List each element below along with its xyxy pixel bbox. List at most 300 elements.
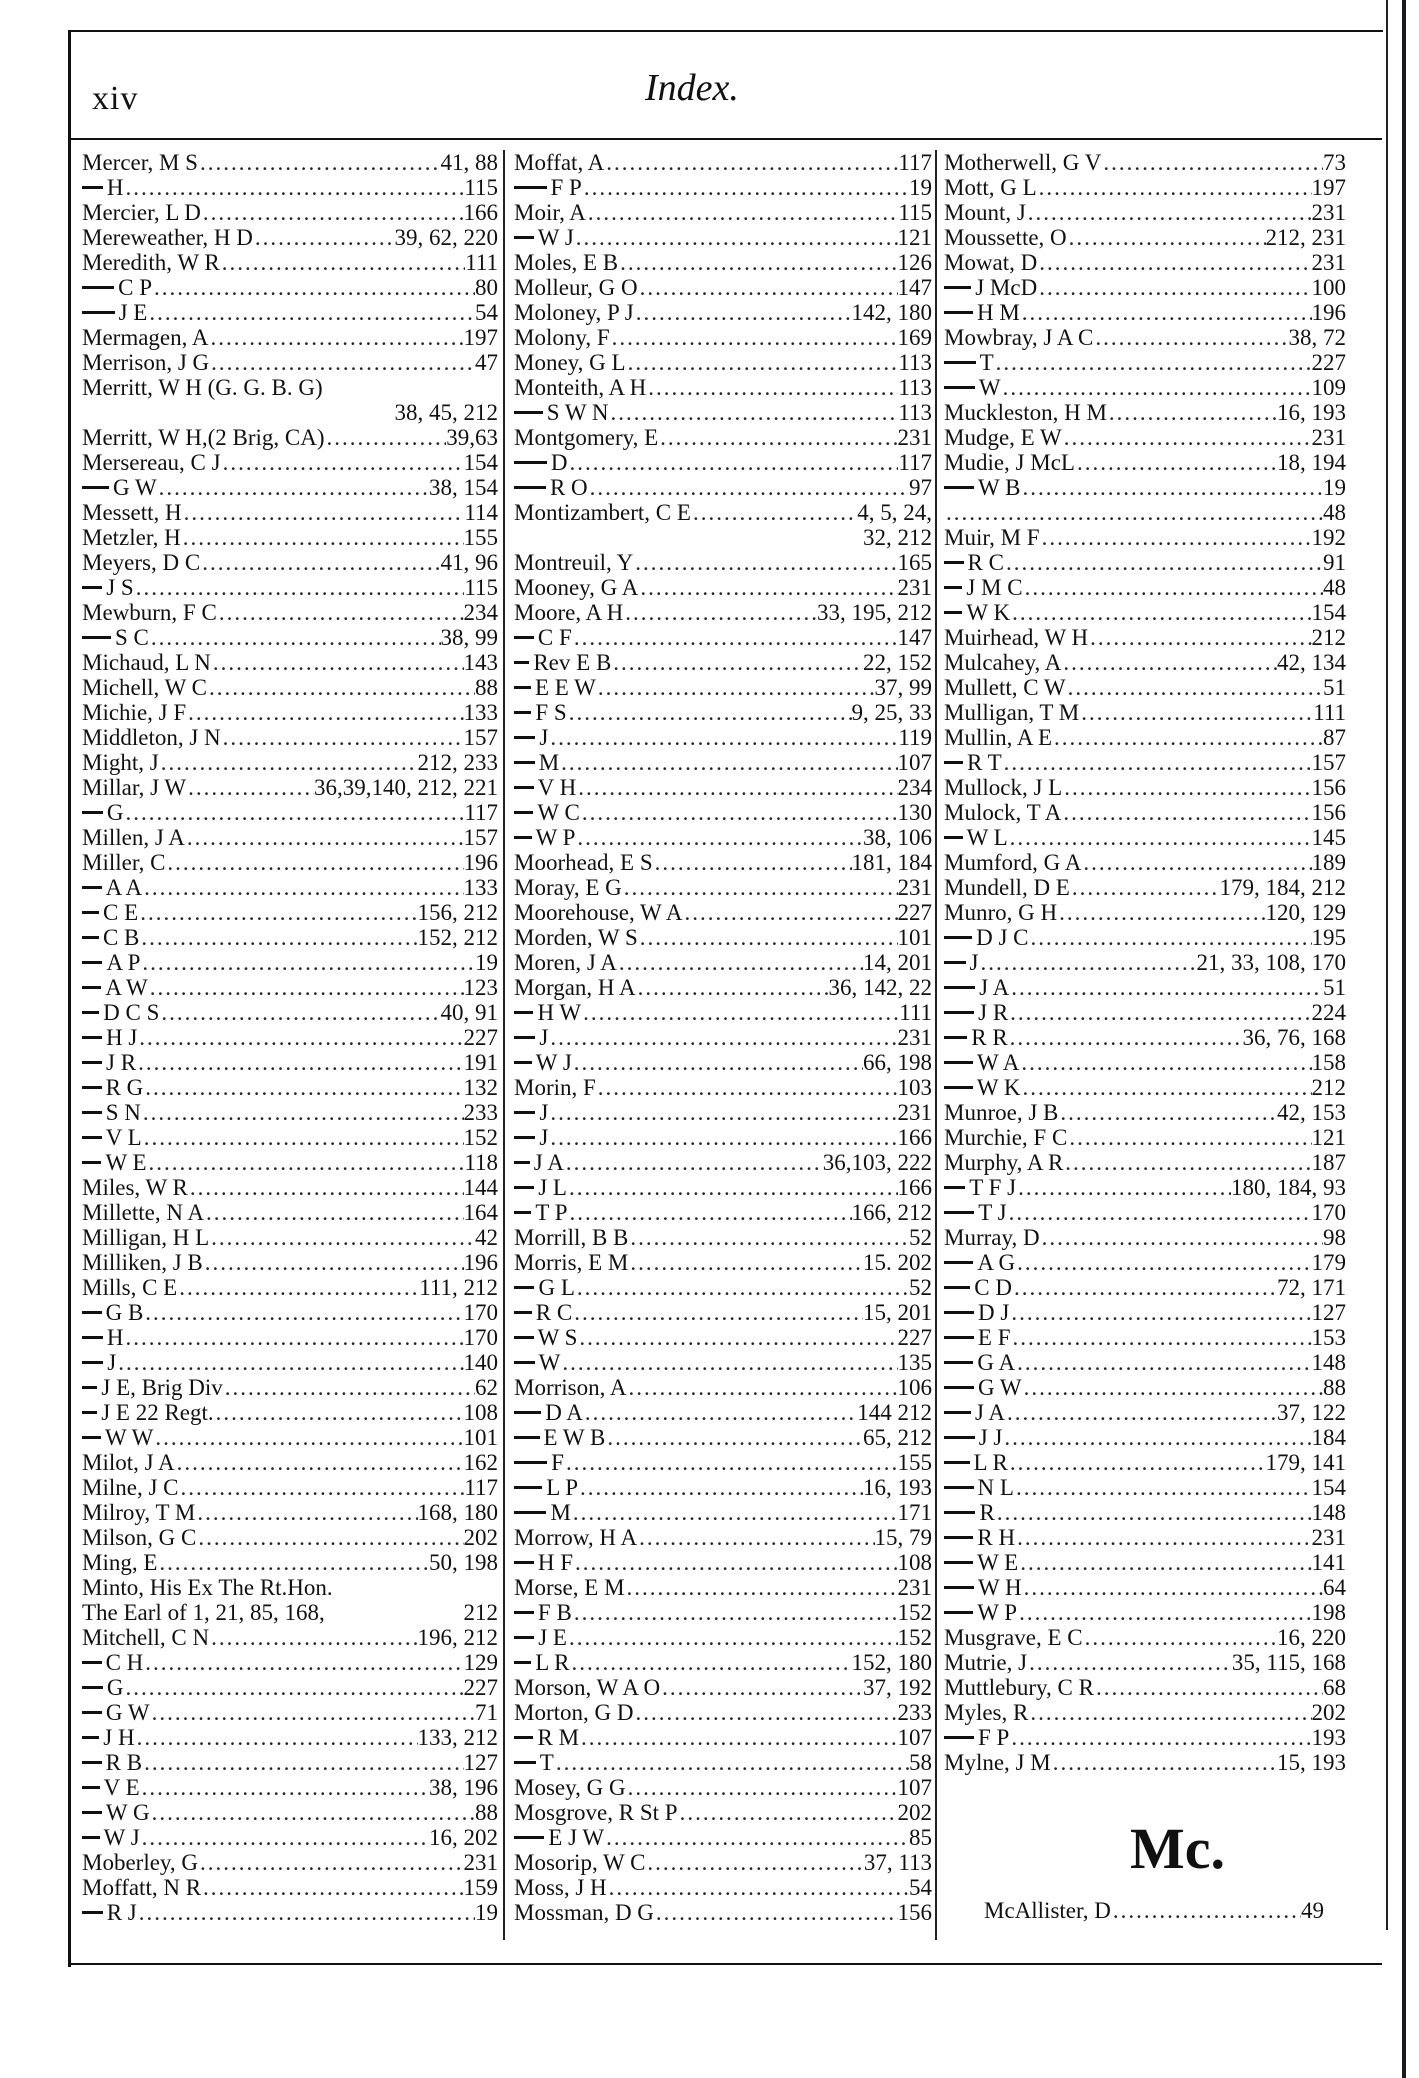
- entry-name: L P: [546, 1475, 579, 1500]
- entry-name: W P: [535, 825, 576, 850]
- ditto-dash: [514, 1111, 535, 1114]
- leader-dots: [586, 200, 898, 225]
- entry-pages: 144 212: [857, 1400, 932, 1425]
- entry-name: C B: [102, 925, 140, 950]
- index-entry: [944, 300, 1346, 325]
- entry-name: W J: [537, 225, 574, 250]
- index-entry: [944, 275, 1346, 300]
- column-separator: [503, 150, 505, 1940]
- index-entry: [514, 1250, 932, 1275]
- leader-dots: [188, 1175, 464, 1200]
- leader-dots: [575, 825, 863, 850]
- entry-pages: 152: [897, 1625, 932, 1650]
- entry-pages: 19: [475, 950, 498, 975]
- entry-pages: 48: [1323, 500, 1346, 525]
- index-entry: [82, 325, 498, 350]
- entry-pages: 42, 134: [1277, 650, 1346, 675]
- leader-dots: [142, 1125, 464, 1150]
- leader-dots: [1040, 1225, 1323, 1250]
- index-entry: [82, 1600, 498, 1625]
- entry-name: A G: [977, 1250, 1016, 1275]
- ditto-dash: [944, 1361, 973, 1364]
- index-entry: [514, 325, 932, 350]
- leader-dots: [1002, 750, 1312, 775]
- entry-name: E J W: [548, 1825, 605, 1850]
- leader-dots: [152, 275, 475, 300]
- leader-dots: [646, 375, 898, 400]
- entry-name: C D: [974, 1275, 1012, 1300]
- leader-dots: [141, 1100, 464, 1125]
- ditto-dash: [944, 1186, 965, 1189]
- entry-pages: 142, 180: [851, 300, 932, 325]
- leader-dots: [611, 650, 863, 675]
- entry-pages: 97: [909, 475, 932, 500]
- index-entry: [944, 1100, 1346, 1125]
- ditto-dash: [82, 586, 102, 589]
- entry-pages: 191: [463, 1050, 498, 1075]
- leader-dots: [186, 775, 314, 800]
- leader-dots: [1019, 1050, 1311, 1075]
- index-entry: [944, 1325, 1346, 1350]
- index-entry: [944, 525, 1346, 550]
- leader-dots: [208, 325, 463, 350]
- index-entry: [944, 1150, 1346, 1175]
- index-entry: [514, 550, 932, 575]
- entry-pages: 42: [475, 1225, 498, 1250]
- leader-dots: [1008, 825, 1312, 850]
- index-entry: [514, 1200, 932, 1225]
- entry-pages: 58: [909, 1750, 932, 1775]
- index-entry: [514, 1475, 932, 1500]
- entry-pages: 152, 212: [417, 925, 498, 950]
- index-entry: [514, 825, 932, 850]
- entry-name: V L: [105, 1125, 142, 1150]
- index-entry: [514, 875, 932, 900]
- ditto-dash: [944, 1061, 973, 1064]
- index-entry: [514, 1275, 932, 1300]
- ditto-dash: [944, 561, 964, 564]
- entry-name: R C: [535, 1300, 573, 1325]
- leader-dots: [253, 225, 395, 250]
- index-entry: [944, 775, 1346, 800]
- entry-pages: 80: [475, 275, 498, 300]
- entry-name: J E, Brig Div: [101, 1375, 223, 1400]
- entry-name: Mullock, J L: [944, 775, 1063, 800]
- leader-dots: [201, 200, 464, 225]
- entry-pages: 154: [1311, 1475, 1346, 1500]
- entry-pages: 133, 212: [417, 1725, 498, 1750]
- entry-pages: 115: [464, 175, 498, 200]
- leader-dots: [567, 1175, 898, 1200]
- entry-name: Morrison, A: [514, 1375, 627, 1400]
- entry-pages: 133: [463, 875, 498, 900]
- leader-dots: [139, 925, 417, 950]
- leader-dots: [1075, 450, 1277, 475]
- leader-dots: [1001, 375, 1312, 400]
- leader-dots: [1063, 1150, 1311, 1175]
- index-entry: [514, 1550, 932, 1575]
- entry-name: J A: [533, 1150, 564, 1175]
- entry-name: Mumford, G A: [944, 850, 1082, 875]
- index-entry: [514, 1725, 932, 1750]
- entry-name: G: [106, 800, 124, 825]
- ditto-dash: [82, 1311, 102, 1314]
- index-entry: [514, 975, 932, 1000]
- entry-pages: 113: [898, 375, 932, 400]
- ditto-dash: [944, 486, 974, 489]
- leader-dots: [634, 300, 852, 325]
- leader-dots: [548, 1125, 897, 1150]
- entry-pages: 145: [1311, 825, 1346, 850]
- entry-name: E W B: [543, 1425, 606, 1450]
- index-entry: [514, 1500, 932, 1525]
- entry-pages: 196, 212: [417, 1625, 498, 1650]
- entry-name: Muirhead, W H: [944, 625, 1089, 650]
- entry-name: W E: [105, 1150, 147, 1175]
- entry-pages: 157: [463, 725, 498, 750]
- index-entry: [514, 1850, 932, 1875]
- entry-name: Millette, N A: [82, 1200, 205, 1225]
- leader-dots: [143, 1075, 463, 1100]
- entry-name: Murphy, A R: [944, 1150, 1064, 1175]
- entry-name: F P: [978, 1725, 1010, 1750]
- entry-name: Milligan, H L: [82, 1225, 210, 1250]
- entry-pages: 195: [1311, 925, 1346, 950]
- entry-name: Mulcahey, A: [944, 650, 1062, 675]
- leader-dots: [1020, 475, 1323, 500]
- entry-pages: 16, 202: [429, 1825, 498, 1850]
- entry-pages: 66, 198: [863, 1050, 932, 1075]
- leader-dots: [195, 1500, 417, 1525]
- leader-dots: [1007, 1200, 1312, 1225]
- entry-pages: 231: [897, 1100, 932, 1125]
- entry-pages: 64: [1323, 1575, 1346, 1600]
- index-entry: [514, 1400, 932, 1425]
- entry-pages: 108: [897, 1550, 932, 1575]
- index-entry: [944, 1625, 1346, 1650]
- entry-name: Mullin, A E: [944, 725, 1052, 750]
- index-entry: [514, 850, 932, 875]
- entry-pages: 38, 154: [429, 475, 498, 500]
- ditto-dash: [944, 1411, 971, 1414]
- leader-dots: [626, 350, 899, 375]
- leader-dots: [157, 475, 429, 500]
- leader-dots: [1022, 1375, 1323, 1400]
- entry-pages: 170: [463, 1300, 498, 1325]
- entry-pages: 140: [463, 1350, 498, 1375]
- entry-pages: 231: [1311, 250, 1346, 275]
- entry-name: Montgomery, E: [514, 425, 659, 450]
- index-entry: [514, 1150, 932, 1175]
- index-entry: [944, 600, 1346, 625]
- entry-pages: 165: [897, 550, 932, 575]
- entry-pages: 127: [463, 1750, 498, 1775]
- index-entry: [514, 1700, 932, 1725]
- index-entry: [514, 1675, 932, 1700]
- index-entry: [944, 250, 1346, 275]
- index-entry: [944, 1425, 1346, 1450]
- entry-name: F B: [537, 1600, 572, 1625]
- leader-dots: [143, 1300, 463, 1325]
- index-entry: [514, 425, 932, 450]
- ditto-dash: [82, 1386, 97, 1389]
- entry-pages: 50, 198: [429, 1550, 498, 1575]
- entry-name: R: [979, 1500, 995, 1525]
- entry-pages: 171: [897, 1500, 932, 1525]
- leader-dots: [1037, 275, 1311, 300]
- footer-rule: [70, 1963, 1382, 1965]
- entry-pages: 189: [1311, 850, 1346, 875]
- entry-name: Motherwell, G V: [944, 150, 1102, 175]
- entry-name: Mercier, L D: [82, 200, 201, 225]
- entry-name: L R: [535, 1650, 570, 1675]
- entry-name: G B: [105, 1300, 144, 1325]
- entry-name: J L: [538, 1175, 567, 1200]
- entry-pages: 231: [897, 425, 932, 450]
- entry-name: R T: [966, 750, 1002, 775]
- leader-dots: [123, 800, 464, 825]
- index-entry: [514, 1750, 932, 1775]
- leader-dots: [135, 1725, 418, 1750]
- leader-dots: [140, 950, 475, 975]
- leader-dots: [196, 1525, 463, 1550]
- entry-name: E E W: [535, 675, 596, 700]
- entry-pages: 15, 193: [1277, 1750, 1346, 1775]
- index-column-1: [82, 150, 498, 1935]
- leader-dots: [559, 750, 897, 775]
- entry-name: J H: [103, 1725, 135, 1750]
- index-entry: [82, 1725, 498, 1750]
- leader-dots: [1018, 1550, 1311, 1575]
- entry-name: Moren, J A: [514, 950, 617, 975]
- index-entry: [944, 475, 1346, 500]
- index-entry: [82, 725, 498, 750]
- index-entry: [82, 700, 498, 725]
- leader-dots: [580, 800, 898, 825]
- index-entry: [514, 1375, 932, 1400]
- entry-name: J McD: [975, 275, 1038, 300]
- entry-pages: 152, 180: [851, 1650, 932, 1675]
- entry-pages: 156, 212: [417, 900, 498, 925]
- entry-pages: 37, 122: [1277, 1400, 1346, 1425]
- entry-name: Money, G L: [514, 350, 626, 375]
- entry-name: Morrow, H A: [514, 1525, 638, 1550]
- ditto-dash: [514, 1561, 534, 1564]
- leader-dots: [1010, 600, 1311, 625]
- leader-dots: [1005, 1400, 1277, 1425]
- entry-name: Moir, A: [514, 200, 586, 225]
- index-entry: [514, 775, 932, 800]
- entry-pages: 118: [464, 1150, 498, 1175]
- entry-pages: 212: [463, 1600, 498, 1625]
- entry-pages: 38, 106: [863, 825, 932, 850]
- entry-name: Mercer, M S: [82, 150, 198, 175]
- entry-pages: 202: [897, 1800, 932, 1825]
- index-entry: [82, 900, 498, 925]
- entry-name: Merrison, J G: [82, 350, 210, 375]
- leader-dots: [625, 1575, 898, 1600]
- ditto-dash: [514, 1511, 546, 1514]
- entry-pages: 88: [475, 675, 498, 700]
- leader-dots: [134, 575, 465, 600]
- entry-pages: 166: [897, 1175, 932, 1200]
- leader-dots: [1008, 1025, 1243, 1050]
- index-entry: [82, 350, 498, 375]
- entry-name: J R: [106, 1050, 137, 1075]
- leader-dots: [175, 1450, 464, 1475]
- index-entry: [514, 1650, 932, 1675]
- index-entry: [82, 825, 498, 850]
- leader-dots: [223, 1375, 475, 1400]
- right-border: [1386, 0, 1388, 1930]
- entry-name: A A: [105, 875, 143, 900]
- entry-pages: 91: [1323, 550, 1346, 575]
- index-entry: [82, 1275, 498, 1300]
- leader-dots: [1016, 1175, 1231, 1200]
- entry-name: M: [550, 1500, 571, 1525]
- entry-name: N L: [977, 1475, 1014, 1500]
- index-entry: [944, 900, 1346, 925]
- entry-name: R C: [967, 550, 1004, 575]
- entry-pages: 38, 196: [429, 1775, 498, 1800]
- entry-name: Morris, E M: [514, 1250, 629, 1275]
- ditto-dash: [944, 1486, 974, 1489]
- entry-pages: 108: [463, 1400, 498, 1425]
- entry-pages: 130: [897, 800, 932, 825]
- entry-name: Milot, J A: [82, 1450, 175, 1475]
- index-entry: [82, 1625, 498, 1650]
- ditto-dash: [82, 986, 101, 989]
- index-entry: [82, 1750, 498, 1775]
- entry-pages: 179, 141: [1265, 1450, 1346, 1475]
- entry-name: R O: [549, 475, 588, 500]
- ditto-dash: [82, 936, 99, 939]
- leader-dots: [200, 550, 440, 575]
- entry-name: J S: [106, 575, 134, 600]
- ditto-dash: [82, 811, 103, 814]
- ditto-dash: [82, 311, 115, 314]
- leader-dots: [637, 1525, 874, 1550]
- entry-pages: 193: [1311, 1725, 1346, 1750]
- entry-pages: 197: [463, 325, 498, 350]
- ditto-dash: [944, 836, 963, 839]
- entry-name: J J: [978, 1425, 1003, 1450]
- ditto-dash: [514, 836, 532, 839]
- leader-dots: [1051, 1750, 1277, 1775]
- entry-name: G W: [113, 475, 157, 500]
- entry-pages: 87: [1323, 725, 1346, 750]
- leader-dots: [1028, 1700, 1311, 1725]
- index-column-2: [514, 150, 932, 1935]
- entry-pages: 115: [464, 575, 498, 600]
- entry-pages: 41, 88: [440, 150, 498, 175]
- leader-dots: [1012, 1275, 1277, 1300]
- entry-name: J: [539, 1100, 549, 1125]
- index-entry: [514, 575, 932, 600]
- index-entry: [82, 1300, 498, 1325]
- entry-name: H: [106, 175, 124, 200]
- index-entry: [82, 225, 498, 250]
- entry-pages: 166: [897, 1125, 932, 1150]
- index-entry: [944, 550, 1346, 575]
- ditto-dash: [82, 636, 111, 639]
- entry-name: Michell, W C: [82, 675, 208, 700]
- index-entry: [82, 500, 498, 525]
- ditto-dash: [514, 636, 534, 639]
- ditto-dash: [514, 711, 531, 714]
- entry-name: D: [550, 450, 568, 475]
- entry-name: J: [539, 1025, 549, 1050]
- index-entry: [514, 950, 932, 975]
- index-entry: [944, 1525, 1346, 1550]
- ditto-dash: [944, 1261, 973, 1264]
- entry-name: H J: [105, 1025, 138, 1050]
- entry-name: Muttlebury, C R: [944, 1675, 1094, 1700]
- index-entry: [82, 425, 498, 450]
- index-entry: [82, 1875, 498, 1900]
- entry-name: Minto, His Ex The Rt.Hon.: [82, 1575, 333, 1600]
- leader-dots: [165, 850, 463, 875]
- index-entry: [514, 625, 932, 650]
- leader-dots: [1040, 525, 1312, 550]
- entry-pages: 144: [463, 1175, 498, 1200]
- entry-pages: 71: [475, 1700, 498, 1725]
- entry-pages: 117: [898, 150, 932, 175]
- entry-pages: 19: [909, 175, 932, 200]
- index-entry: [944, 1650, 1346, 1675]
- entry-pages: 129: [463, 1650, 498, 1675]
- index-entry: [514, 725, 932, 750]
- entry-pages: 198: [1311, 1600, 1346, 1625]
- index-entry: [514, 1425, 932, 1450]
- index-entry: [944, 325, 1346, 350]
- leader-dots: [181, 525, 464, 550]
- leader-dots: [548, 1025, 897, 1050]
- index-entry: [944, 1125, 1346, 1150]
- ditto-dash: [514, 1436, 540, 1439]
- entry-name: V E: [103, 1775, 140, 1800]
- entry-pages: 52: [909, 1225, 932, 1250]
- ditto-dash: [514, 1186, 534, 1189]
- entry-pages: 196: [1311, 300, 1346, 325]
- entry-pages: 47: [475, 350, 498, 375]
- index-entry: [944, 1725, 1346, 1750]
- entry-name: W L: [966, 825, 1008, 850]
- leader-dots: [604, 1825, 909, 1850]
- index-entry: [944, 150, 1346, 175]
- index-entry: [514, 200, 932, 225]
- leader-dots: [1015, 1250, 1311, 1275]
- index-entry: [944, 750, 1346, 775]
- entry-pages: 54: [475, 300, 498, 325]
- entry-name: Messett, H: [82, 500, 182, 525]
- entry-pages: 148: [1311, 1350, 1346, 1375]
- entry-pages: 184: [1311, 1425, 1346, 1450]
- entry-name: Murchie, F C: [944, 1125, 1068, 1150]
- leader-dots: [633, 1700, 897, 1725]
- entry-name: H M: [976, 300, 1020, 325]
- entry-name: W A: [977, 1050, 1020, 1075]
- ditto-dash: [944, 761, 963, 764]
- leader-dots: [1021, 1075, 1312, 1100]
- index-entry: [514, 1325, 932, 1350]
- index-entry: [82, 775, 498, 800]
- entry-pages: 196: [463, 1250, 498, 1275]
- entry-pages: 38, 99: [440, 625, 498, 650]
- index-entry: [82, 475, 498, 500]
- entry-pages: 101: [463, 1425, 498, 1450]
- entry-name: McAllister, D: [984, 1898, 1111, 1923]
